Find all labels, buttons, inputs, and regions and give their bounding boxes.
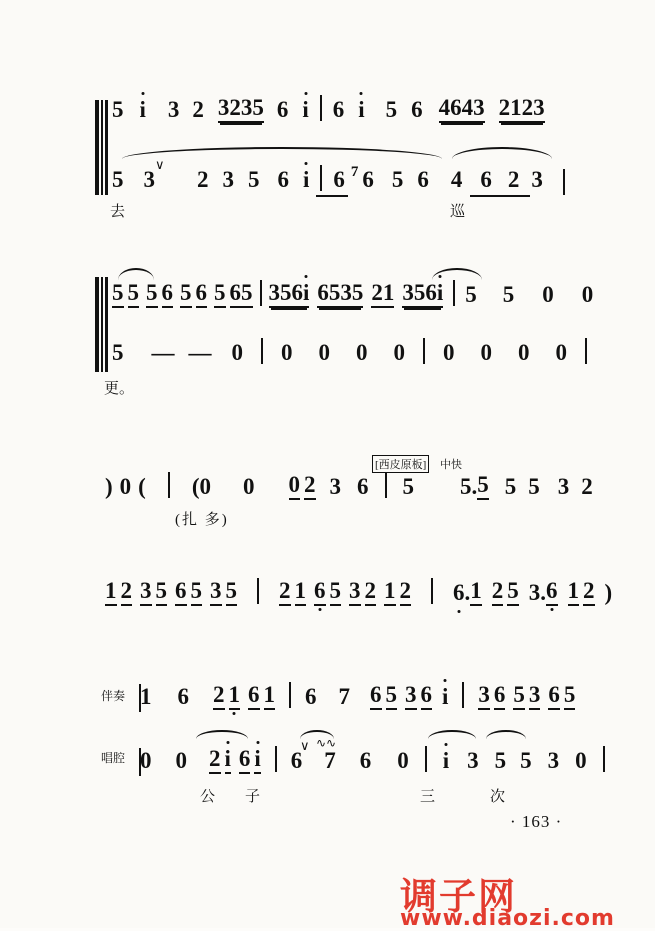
note: 5 [128, 280, 140, 308]
note-group: 3235 [218, 95, 264, 123]
note: 6 [277, 167, 289, 192]
note: 3 [167, 97, 180, 122]
barline [603, 746, 605, 772]
melody-row [112, 280, 593, 324]
note: 2 [583, 578, 595, 606]
accompaniment-row [140, 682, 575, 726]
lyric: 公 [200, 789, 216, 805]
note: 6 [305, 684, 317, 709]
trill-icon: ∿∿ [316, 736, 337, 750]
system-bracket [95, 100, 108, 195]
note: 6 [480, 167, 492, 192]
barline [462, 682, 464, 708]
note: 3 [222, 167, 234, 192]
slur [196, 730, 248, 739]
note: 6 [175, 578, 187, 606]
note: 5 [502, 282, 515, 307]
note: . [471, 474, 478, 499]
note: 5 [477, 472, 489, 500]
note: 0 [518, 340, 530, 365]
note: 6 [546, 578, 558, 606]
lyric: (扎 多) [175, 512, 229, 528]
note: 4 [450, 167, 463, 192]
note: 3 [210, 578, 222, 606]
system-3 [0, 472, 655, 542]
note: i [302, 97, 309, 122]
slur [118, 268, 154, 280]
note: 7 [338, 684, 350, 709]
note: 5 [146, 280, 158, 308]
barline [289, 682, 291, 708]
note: 1 [470, 578, 482, 606]
barline [431, 578, 433, 604]
note: 5 [214, 280, 226, 308]
note: 0 [542, 282, 554, 307]
note: 2 [279, 578, 291, 606]
barline [320, 95, 322, 121]
note: 0 [231, 340, 243, 365]
note: 5 [112, 97, 124, 122]
note: 2 [581, 474, 593, 499]
note: 0 [175, 748, 187, 773]
note: i [442, 748, 450, 773]
note: 2 [492, 578, 504, 606]
note: 3 [557, 474, 570, 499]
bow-mark-icon: ∨ [300, 738, 310, 753]
lyric: 子 [245, 789, 261, 805]
barline [261, 338, 263, 364]
note: 5 [564, 682, 576, 710]
note: 6 [421, 682, 433, 710]
note: 5 [180, 280, 192, 308]
bow-mark-icon: ∨ [155, 157, 165, 172]
note: i [254, 746, 260, 774]
note: 6 [453, 580, 465, 605]
note: 6 [370, 682, 382, 710]
note: 5 [391, 167, 404, 192]
note: 5 [112, 280, 124, 308]
note-group: 4643 [439, 95, 485, 123]
note: . [540, 580, 546, 605]
note: i [358, 97, 365, 122]
note: 65 [230, 280, 253, 308]
barline [257, 578, 259, 604]
vocal-row [112, 340, 601, 384]
note: 3 [143, 167, 155, 192]
slur [486, 730, 526, 739]
note: 0 [393, 340, 405, 365]
note: 5 [520, 748, 532, 773]
note: 7 [350, 164, 359, 180]
note: 2 [197, 167, 209, 192]
barline [453, 280, 455, 306]
note: 2 [400, 578, 412, 606]
watermark-main: 调子网 [400, 875, 517, 918]
note: 6 [332, 97, 345, 122]
page-number: · 163 · [510, 812, 563, 831]
note: 5 [112, 340, 124, 365]
note: — [151, 340, 175, 365]
note: 3 [140, 578, 152, 606]
note: 6 [162, 280, 174, 308]
note: 6 [411, 97, 423, 122]
beam [470, 195, 530, 197]
note: 5 [156, 578, 168, 606]
note: — [188, 340, 212, 365]
slur [452, 147, 552, 159]
note: 6 [314, 578, 326, 606]
note: ) [604, 580, 613, 605]
note: 1 [568, 578, 580, 606]
note: 6 [276, 97, 289, 122]
system-1 [0, 95, 655, 225]
note-group: 6535 [317, 280, 363, 308]
note: 3 [531, 167, 543, 192]
note: 2 [365, 578, 377, 606]
system-4 [0, 578, 655, 638]
system-2 [0, 272, 655, 392]
tempo-tag: [西皮原板] [372, 455, 429, 473]
note: 1 [229, 682, 241, 710]
barline [320, 165, 322, 191]
note: 1 [295, 578, 307, 606]
barline [275, 746, 277, 772]
note: 0 [356, 340, 368, 365]
lyric: 巡 [450, 204, 466, 220]
barline [585, 338, 587, 364]
tempo-suffix: 中快 [440, 459, 462, 471]
slur [428, 730, 476, 739]
note: 1 [140, 684, 152, 709]
note: 5 [528, 474, 540, 499]
note: (0 [191, 474, 212, 499]
note: 0 [480, 340, 492, 365]
note: . [464, 580, 471, 605]
note: 6 [359, 748, 372, 773]
note: 3 [528, 580, 541, 605]
note: 6 [417, 167, 429, 192]
note: 2 [213, 682, 225, 710]
note: 1 [384, 578, 396, 606]
note: ( [138, 474, 146, 499]
note-group: 2123 [499, 95, 545, 123]
note-group: 356i [269, 280, 310, 308]
note: i [442, 684, 449, 709]
vocal-label: 唱腔 [100, 751, 125, 765]
note: 6 [290, 748, 303, 773]
note: 3 [547, 748, 560, 773]
system-bracket [95, 277, 108, 372]
note: 6 [333, 167, 345, 192]
barline [425, 746, 427, 772]
vocal-row [140, 746, 617, 790]
barline [563, 169, 565, 195]
note: i [225, 746, 231, 774]
lyric: 去 [110, 204, 126, 220]
note: 5 [465, 282, 477, 307]
note: 2 [507, 167, 520, 192]
barline [385, 472, 387, 498]
note: 0 [555, 340, 567, 365]
lyric: 三 [420, 789, 436, 805]
system-5 [0, 680, 655, 790]
melody-row [112, 95, 545, 139]
note: 5 [385, 97, 398, 122]
note: 5 [386, 682, 398, 710]
lyric: 更。 [104, 381, 135, 397]
note: 5 [460, 474, 472, 499]
note: 5 [402, 474, 415, 499]
note: 1 [264, 682, 276, 710]
beam [316, 195, 348, 197]
note: 3 [329, 474, 342, 499]
lyric: 次 [490, 789, 506, 805]
note: 6 [357, 474, 369, 499]
note: 3 [478, 682, 490, 710]
note: 2 [192, 97, 204, 122]
note: 0 [281, 340, 293, 365]
note: 5 [191, 578, 203, 606]
note: 5 [226, 578, 238, 606]
note: 5 [494, 748, 507, 773]
vocal-row [112, 164, 543, 211]
note-group: 356i [402, 280, 443, 308]
note: 1 [105, 578, 117, 606]
note: 0 [318, 340, 330, 365]
note: 0 [119, 474, 132, 499]
note: 0 [243, 474, 255, 499]
barline [168, 472, 170, 498]
note-group: 21 [371, 280, 394, 308]
note: 6 [239, 746, 251, 774]
note: 5 [112, 167, 124, 192]
note: 6 [494, 682, 506, 710]
barline [260, 280, 262, 306]
note: 0 [443, 340, 455, 365]
note: 0 [397, 748, 409, 773]
slur [122, 147, 442, 159]
note: 0 [140, 748, 152, 773]
note: 6 [248, 682, 260, 710]
note: 6 [177, 684, 189, 709]
note: 6 [196, 280, 208, 308]
note: 5 [507, 578, 519, 606]
watermark-sub: www.diaozi.com [400, 906, 615, 931]
note: 3 [467, 748, 479, 773]
barline [423, 338, 425, 364]
note: 5 [248, 167, 260, 192]
slur [432, 268, 482, 280]
note: 6 [362, 167, 374, 192]
note: 2 [209, 746, 221, 774]
note: 3 [405, 682, 417, 710]
note: 3 [529, 682, 541, 710]
note: i [303, 167, 310, 192]
note: 0 [575, 748, 587, 773]
note: 5 [513, 682, 525, 710]
note: 2 [121, 578, 133, 606]
note-group: 2 [304, 472, 316, 500]
accompaniment-label: 伴奏 [100, 689, 125, 703]
note: 3 [349, 578, 361, 606]
note: ) [105, 474, 113, 499]
note: i [139, 97, 146, 122]
note: 0 [581, 282, 594, 307]
phrase-row [105, 578, 612, 622]
note: 5 [504, 474, 517, 499]
note-group: 0 [289, 472, 301, 500]
note: 7 [324, 748, 336, 773]
note: 6 [548, 682, 560, 710]
note: 5 [330, 578, 342, 606]
